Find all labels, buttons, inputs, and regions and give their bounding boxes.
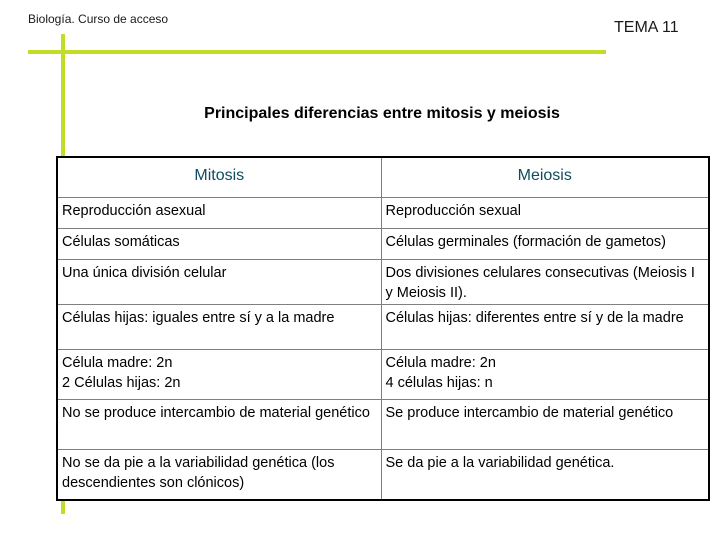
table-row (57, 198, 709, 229)
cell-text: Células hijas: iguales entre sí y a la madre (62, 310, 335, 326)
cell-text: Células hijas: diferentes entre sí y de la madre (385, 310, 684, 326)
cell-text: No se produce intercambio de material genético (62, 405, 370, 421)
cell-text: Una única división celular (62, 265, 227, 281)
table-cell-mitosis (57, 198, 381, 229)
table-body (57, 198, 709, 500)
horizontal-accent-rule (28, 50, 606, 54)
table-cell-mitosis (57, 305, 381, 350)
table-cell-meiosis (381, 450, 709, 500)
table-cell-mitosis (57, 350, 381, 400)
cell-text: Se da pie a la variabilidad genética. (385, 455, 615, 471)
cell-text: Célula madre: 2n (385, 355, 496, 371)
table-cell-meiosis (381, 305, 709, 350)
cell-text: No se da pie a la variabilidad genética (los descendientes son clónicos) (62, 455, 335, 491)
table-cell-meiosis (381, 198, 709, 229)
table-cell-meiosis (381, 350, 709, 400)
table-row (57, 305, 709, 350)
table-cell-meiosis (381, 260, 709, 305)
table-row (57, 450, 709, 500)
table-header-row (57, 157, 709, 198)
table-cell-meiosis (381, 229, 709, 260)
course-header: Biología. Curso de acceso (28, 12, 169, 26)
comparison-table (56, 156, 710, 501)
cell-text: 4 células hijas: n (385, 375, 493, 391)
cell-text: Dos divisiones celulares consecutivas (Meiosis I y Meiosis II). (385, 265, 695, 301)
topic-header: TEMA 11 (614, 19, 679, 36)
cell-text: 2 Células hijas: 2n (62, 375, 181, 391)
table-row (57, 350, 709, 400)
table-cell-meiosis (381, 400, 709, 450)
table-cell-mitosis (57, 400, 381, 450)
column-header-meiosis: Meiosis (381, 157, 709, 198)
slide-title: Principales diferencias entre mitosis y meiosis (204, 105, 560, 122)
cell-text: Reproducción asexual (62, 203, 206, 219)
cell-text: Se produce intercambio de material genético (385, 405, 674, 421)
cell-text: Reproducción sexual (385, 203, 521, 219)
table-cell-mitosis (57, 260, 381, 305)
column-header-mitosis: Mitosis (57, 157, 381, 198)
cell-text: Células germinales (formación de gametos) (385, 234, 666, 250)
table-cell-mitosis (57, 229, 381, 260)
cell-text: Células somáticas (62, 234, 180, 250)
table-cell-mitosis (57, 450, 381, 500)
table-row (57, 400, 709, 450)
cell-text: Célula madre: 2n (62, 355, 173, 371)
table-row (57, 260, 709, 305)
table-row (57, 229, 709, 260)
